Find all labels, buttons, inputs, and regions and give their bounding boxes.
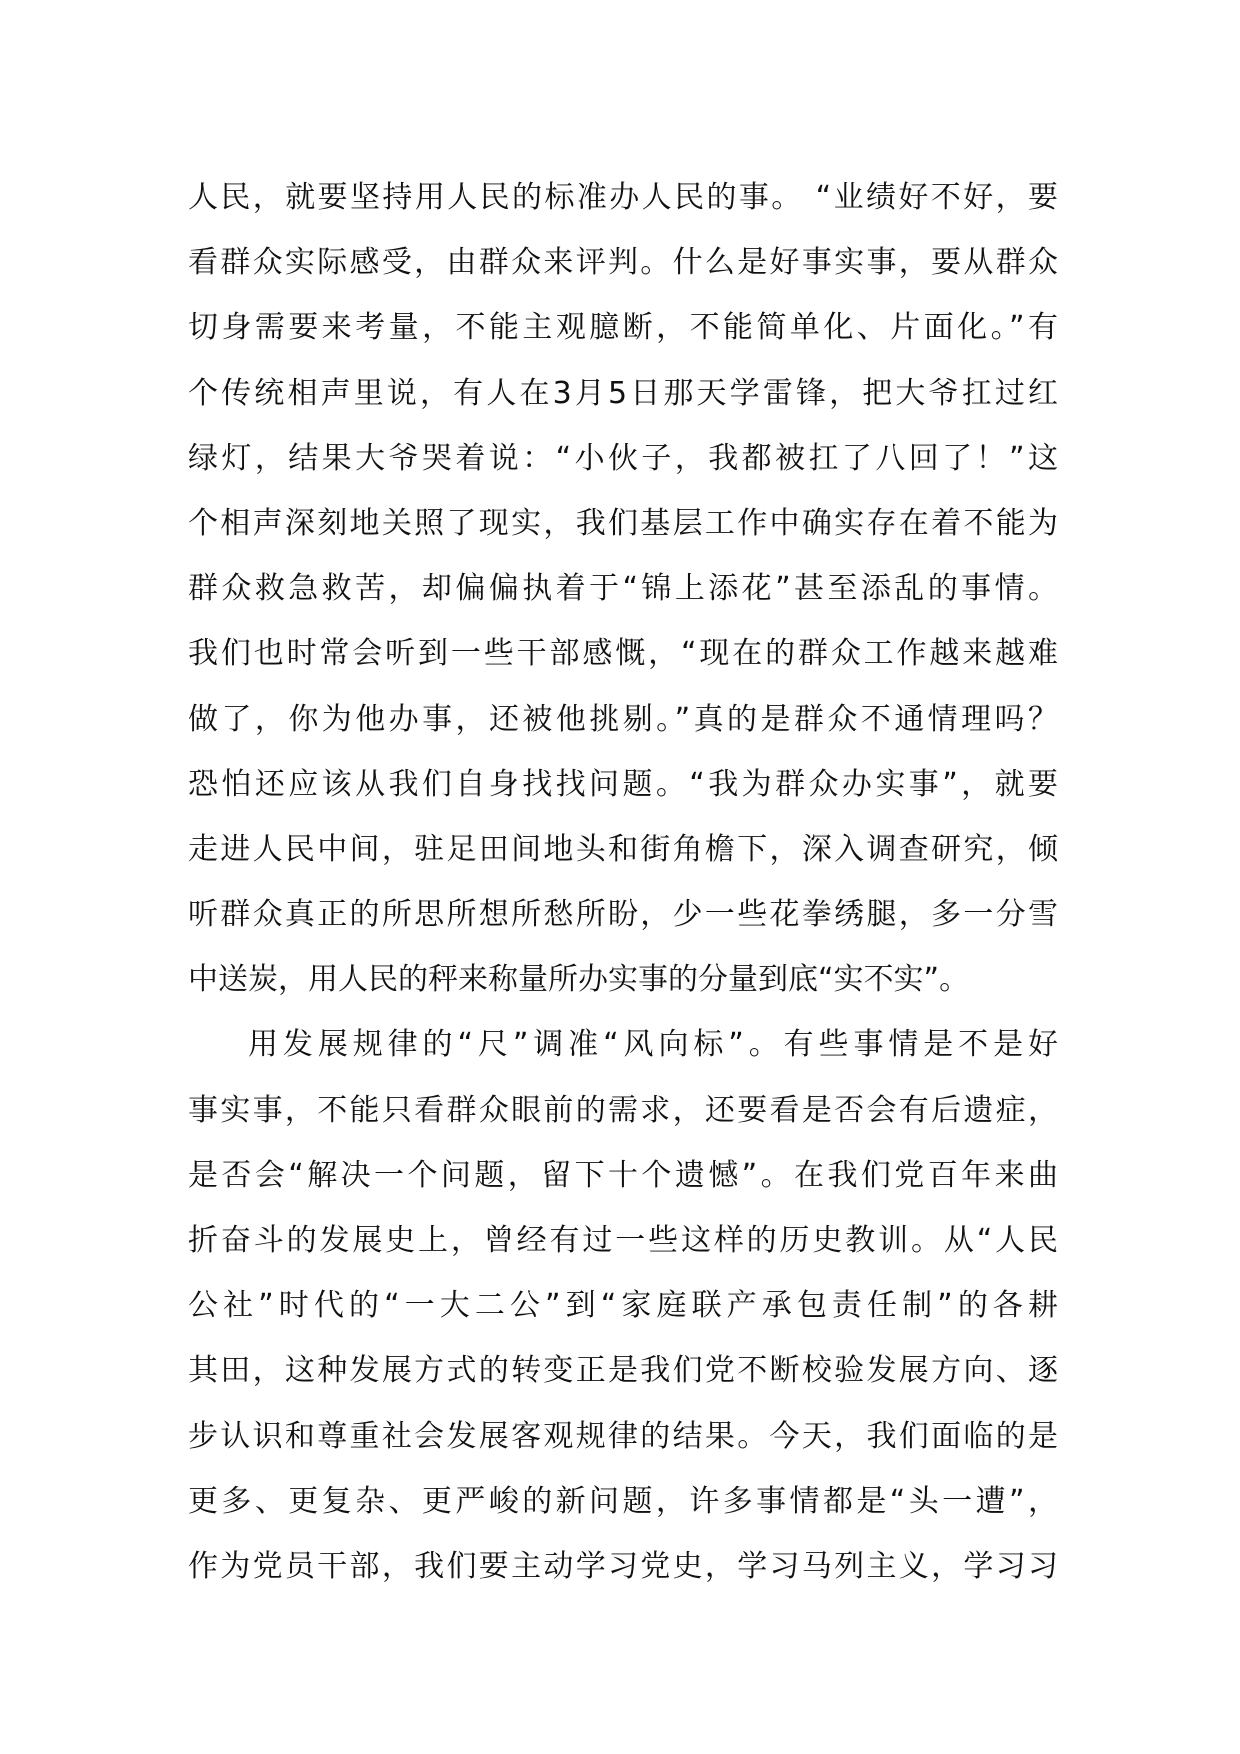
text-line: 人民，就要坚持用人民的标准办人民的事。 “业绩好不好，要 (188, 180, 1058, 215)
text-line: 走进人民中间，驻足田间地头和街角檐下，深入调查研究，倾 (188, 831, 1058, 867)
paragraph-2 (188, 1012, 1058, 1599)
body-text (188, 165, 1058, 1599)
text-line: 作为党员干部，我们要主动学习党史，学习马列主义，学习习 (188, 1548, 1058, 1584)
text-line: 中送炭，用人民的秤来称量所办实事的分量到底“实不实”。 (188, 962, 970, 998)
text-line: 看群众实际感受，由群众来评判。什么是好事实事，要从群众 (188, 245, 1058, 281)
text-line: 公社”时代的“一大二公”到“家庭联产承包责任制”的各耕 (188, 1288, 1058, 1324)
text-line: 恐怕还应该从我们自身找找问题。“我为群众办实事”，就要 (188, 766, 1058, 802)
text-line: 其田，这种发展方式的转变正是我们党不断校验发展方向、逐 (188, 1353, 1058, 1389)
text-line: 听群众真正的所思所想所愁所盼，少一些花拳绣腿，多一分雪 (188, 897, 1058, 933)
text-line: 群众救急救苦，却偏偏执着于“锦上添花”甚至添乱的事情。 (188, 571, 1058, 607)
text-line: 切身需要来考量，不能主观臆断，不能简单化、片面化。”有 (188, 310, 1058, 346)
text-line: 是否会“解决一个问题，留下十个遗憾”。在我们党百年来曲 (188, 1157, 1058, 1193)
text-line: 个传统相声里说，有人在3月5日那天学雷锋，把大爷扛过红 (188, 375, 1058, 411)
text-line: 我们也时常会听到一些干部感慨，“现在的群众工作越来越难 (188, 636, 1058, 672)
text-line: 个相声深刻地关照了现实，我们基层工作中确实存在着不能为 (188, 505, 1058, 541)
text-line: 步认识和尊重社会发展客观规律的结果。今天，我们面临的是 (188, 1418, 1058, 1454)
text-line: 做了，你为他办事，还被他挑剔。”真的是群众不通情理吗？ (188, 701, 1058, 737)
paragraph-1 (188, 165, 1058, 1012)
text-line: 事实事，不能只看群众眼前的需求，还要看是否会有后遗症， (188, 1092, 1058, 1128)
text-line: 绿灯，结果大爷哭着说：“小伙子，我都被扛了八回了！”这 (188, 440, 1058, 476)
text-line: 用发展规律的“尺”调准“风向标”。有些事情是不是好 (248, 1027, 1058, 1063)
text-line: 折奋斗的发展史上，曾经有过一些这样的历史教训。从“人民 (188, 1223, 1058, 1258)
text-line: 更多、更复杂、更严峻的新问题，许多事情都是“头一遭”， (188, 1483, 1058, 1519)
